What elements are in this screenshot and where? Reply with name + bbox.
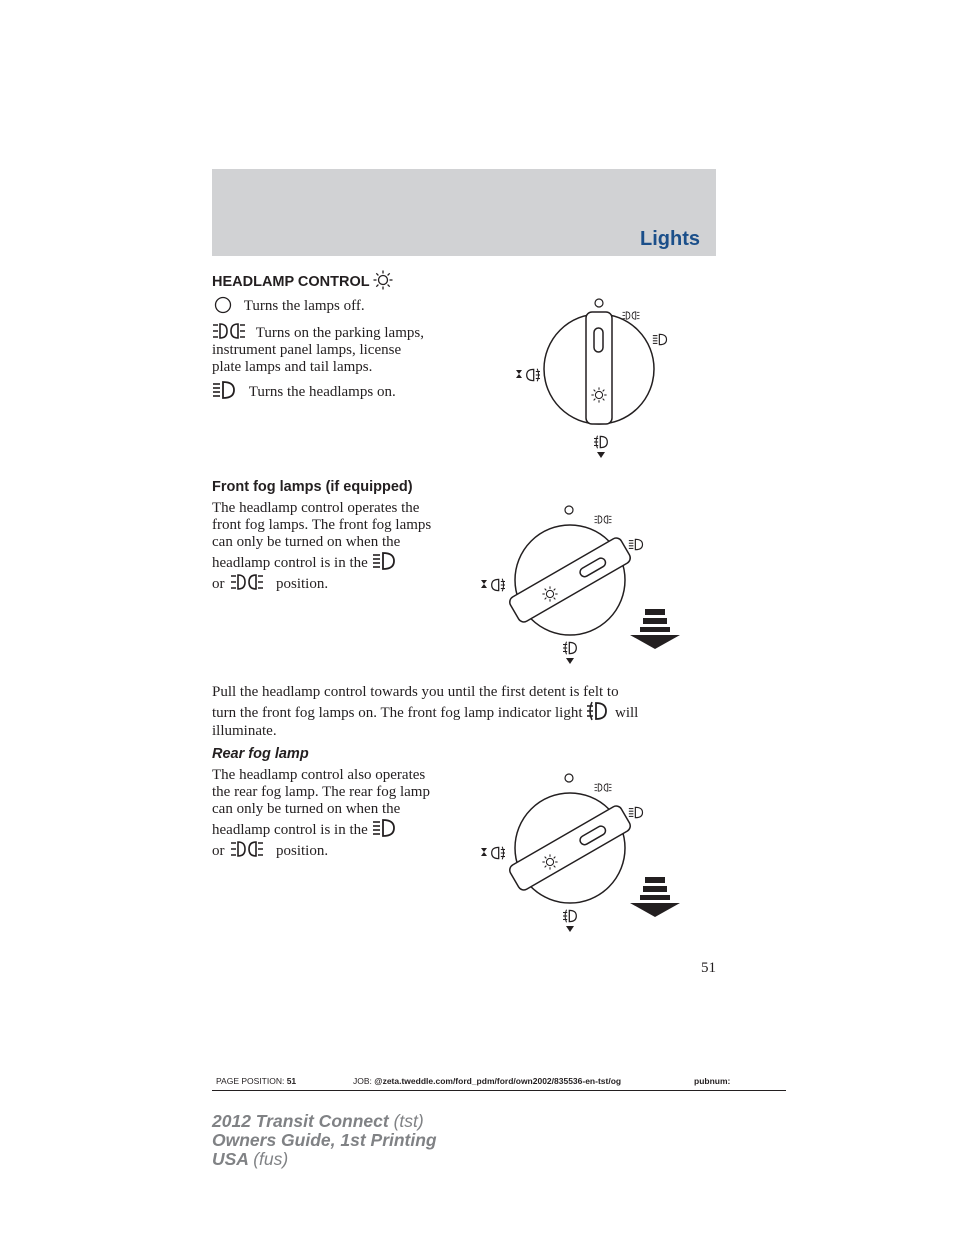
pull-control-paragraph [212,683,712,740]
front-fog-diagram [470,500,700,670]
page-position-value: 51 [286,1076,297,1086]
parking-item-line: Turns on the parking lamps, [255,325,424,341]
or-word: or [212,576,225,592]
headlamp-control-diagram [500,290,700,470]
parking-lamp-icon [230,839,264,859]
book-market-code: (fus) [253,1149,289,1169]
text-line: headlamp control is in the [212,822,368,838]
book-model: 2012 Transit Connect [212,1111,389,1131]
rear-fog-heading: Rear fog lamp [212,746,309,762]
parking-item-line: instrument panel lamps, license [212,342,402,358]
text-line: the rear fog lamp. The rear fog lamp [212,784,430,800]
headlamp-item-text: Turns the headlamps on. [248,384,396,400]
job-label: JOB: [353,1076,372,1086]
fog-lamp-icon [586,701,608,721]
text-line: illuminate. [212,723,277,739]
parking-item-line: plate lamps and tail lamps. [212,359,373,375]
pull-arrow-icon [630,877,680,917]
pull-arrow-icon [630,609,680,649]
headlamp-control-heading [212,270,393,290]
rear-fog-diagram [470,768,700,938]
parking-lamp-icon [595,516,612,523]
text-line: headlamp control is in the [212,555,368,571]
text-line: Pull the headlamp control towards you until the first detent is felt to [212,684,619,700]
fog-lamp-icon [594,436,607,458]
text-line: can only be turned on when the [212,534,401,550]
position-word: position. [276,576,329,592]
parking-item [212,321,472,376]
book-market: USA [212,1149,249,1169]
parking-lamp-icon [623,312,640,319]
fog-lamp-icon [563,642,576,664]
page-number: 51 [701,960,716,976]
sun-icon [373,270,393,290]
position-word: position. [276,843,329,859]
off-item-text: Turns the lamps off. [243,298,365,314]
book-title [212,1112,437,1169]
front-fog-text [212,500,472,593]
rear-fog-icon [481,579,505,592]
heading-text: HEADLAMP CONTROL [212,274,370,290]
off-circle-icon [565,506,573,514]
parking-lamp-icon [230,572,264,592]
footer-divider [212,1090,786,1091]
rear-fog-text [212,767,472,860]
pubnum [694,1076,730,1086]
text-line: can only be turned on when the [212,801,401,817]
headlamp-icon [212,380,236,400]
headlamp-item [212,380,396,401]
headlamp-icon [372,818,396,838]
job-value: @zeta.tweddle.com/ford_pdm/ford/own2002/835536-en-tst/og [374,1076,622,1086]
section-header-band [212,169,716,256]
text-line: The headlamp control operates the [212,500,420,516]
or-word: or [212,843,225,859]
page-position-label: PAGE POSITION: [216,1076,285,1086]
text-line: front fog lamps. The front fog lamps [212,517,432,533]
page-position [216,1076,296,1086]
text-line: will [614,705,639,721]
fog-lamp-icon [563,910,576,932]
knob-grip [594,328,603,352]
book-model-code: (tst) [393,1111,424,1131]
off-item [214,296,365,315]
off-circle-icon [214,296,232,314]
off-circle-icon [595,299,603,307]
headlamp-icon [372,551,396,571]
parking-lamp-icon [595,784,612,791]
parking-lamp-icon [212,321,246,341]
section-title: Lights [640,228,700,250]
text-line: The headlamp control also operates [212,767,426,783]
job-info [353,1076,621,1086]
off-circle-icon [565,774,573,782]
headlamp-icon [629,539,643,549]
book-edition: Owners Guide, 1st Printing [212,1130,437,1150]
headlamp-icon [629,807,643,817]
rear-fog-icon [516,369,540,382]
rear-fog-icon [481,847,505,860]
pubnum-label: pubnum: [694,1076,731,1086]
text-line: turn the front fog lamps on. The front fog lamp indicator light [212,705,583,721]
front-fog-heading: Front fog lamps (if equipped) [212,479,413,495]
headlamp-icon [653,334,667,344]
